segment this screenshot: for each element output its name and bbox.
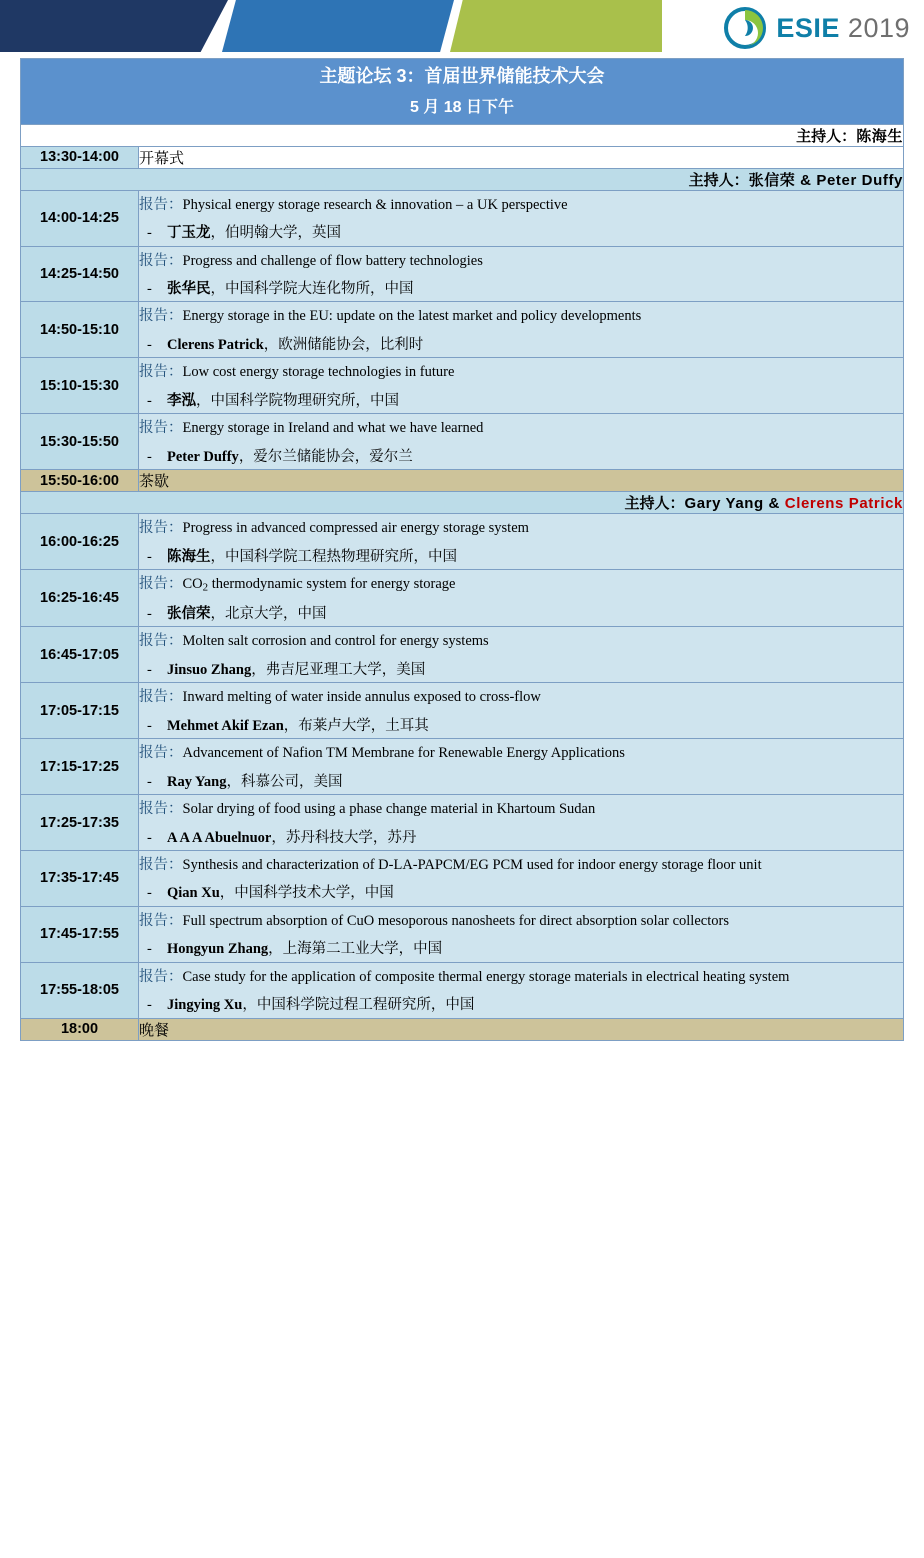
speaker-line — [139, 712, 903, 738]
speaker-affiliation: ，爱尔兰储能协会，爱尔兰 — [238, 448, 413, 465]
page-title: 主题论坛 3：首届世界储能技术大会 — [319, 66, 605, 86]
agenda-table — [20, 58, 904, 1041]
speaker-line — [139, 600, 903, 626]
talk-title: Case study for the application of composite thermal energy storage materials in electrical heating system — [182, 968, 790, 985]
speaker-affiliation: ，布莱卢大学，土耳其 — [283, 717, 429, 734]
forum-title-cell — [21, 59, 904, 125]
talk-title-post: thermodynamic system for energy storage — [208, 576, 456, 593]
chair-label: 主持人： — [624, 495, 685, 513]
report-label: 报告： — [139, 420, 183, 437]
speaker-affiliation: ，上海第二工业大学，中国 — [268, 941, 443, 958]
time-cell: 14:00-14:25 — [21, 190, 139, 246]
time-cell: 17:45-17:55 — [21, 906, 139, 962]
speaker-line — [139, 219, 903, 245]
talk-cell — [139, 358, 904, 414]
session-cell: 开幕式 — [139, 146, 904, 168]
table-row-break — [21, 1018, 904, 1040]
speaker-name: 丁玉龙 — [167, 225, 211, 242]
esie-logo-text — [776, 13, 910, 44]
talk-title: Molten salt corrosion and control for energy systems — [182, 633, 489, 650]
speaker-name: 张信荣 — [167, 605, 211, 622]
speaker-affiliation: ，北京大学，中国 — [210, 605, 327, 622]
speaker-name: Clerens Patrick — [167, 336, 264, 353]
speaker-name: 陈海生 — [167, 548, 211, 565]
table-row — [21, 962, 904, 1018]
chair-label: 主持人： — [688, 171, 749, 189]
time-cell: 14:25-14:50 — [21, 246, 139, 302]
talk-title-line — [139, 851, 903, 879]
report-label: 报告： — [139, 364, 183, 381]
talk-cell — [139, 627, 904, 683]
report-label: 报告： — [139, 801, 183, 818]
talk-title: Synthesis and characterization of D-LA-PAPCM/EG PCM used for indoor energy storage floor unit — [182, 856, 762, 873]
report-label: 报告： — [139, 196, 183, 213]
talk-title: Progress in advanced compressed air energy storage system — [182, 520, 529, 537]
talk-title-line — [139, 514, 903, 542]
speaker-affiliation: ，欧洲储能协会，比利时 — [263, 336, 424, 353]
speaker-affiliation: ，中国科学院过程工程研究所，中国 — [242, 997, 475, 1014]
talk-title-subscript: 2 — [202, 581, 209, 594]
table-row — [21, 739, 904, 795]
talk-cell — [139, 414, 904, 470]
chair-names-3: Gary Yang & — [684, 495, 785, 513]
speaker-line — [139, 656, 903, 682]
talk-cell — [139, 246, 904, 302]
speaker-line — [139, 879, 903, 905]
talk-title-line — [139, 907, 903, 935]
talk-title: Low cost energy storage technologies in future — [182, 364, 455, 381]
speaker-name: 李泓 — [167, 392, 196, 409]
chair-names-2: 张信荣 & Peter Duffy — [748, 171, 903, 189]
talk-title-line — [139, 247, 903, 275]
table-row-chair-2 — [21, 168, 904, 190]
speaker-affiliation: ，弗吉尼亚理工大学，美国 — [251, 661, 426, 678]
time-cell: 15:30-15:50 — [21, 414, 139, 470]
time-cell: 14:50-15:10 — [21, 302, 139, 358]
esie-logo-mark — [723, 6, 767, 50]
talk-title-line — [139, 191, 903, 219]
table-row — [21, 514, 904, 570]
speaker-affiliation: ，中国科学院物理研究所，中国 — [196, 392, 399, 409]
talk-title: Energy storage in Ireland and what we have learned — [182, 420, 484, 437]
table-row — [21, 570, 904, 627]
speaker-line — [139, 543, 903, 569]
table-row — [21, 414, 904, 470]
time-cell: 15:50-16:00 — [21, 470, 139, 492]
table-row — [21, 850, 904, 906]
talk-cell — [139, 514, 904, 570]
agenda-sheet — [20, 58, 904, 1041]
table-row — [21, 302, 904, 358]
table-row-break — [21, 470, 904, 492]
talk-cell — [139, 683, 904, 739]
talk-cell — [139, 906, 904, 962]
talk-title: Energy storage in the EU: update on the latest market and policy developments — [182, 308, 642, 325]
talk-title: Solar drying of food using a phase change material in Khartoum Sudan — [182, 801, 596, 818]
speaker-line — [139, 935, 903, 961]
report-label: 报告： — [139, 308, 183, 325]
talk-title-line — [139, 570, 903, 600]
table-row-chair-3 — [21, 492, 904, 514]
chair-label: 主持人： — [796, 127, 857, 145]
talk-title-pre: CO — [182, 576, 203, 593]
table-row — [21, 190, 904, 246]
chair-names-3-highlight: Clerens Patrick — [784, 495, 903, 513]
speaker-name: Peter Duffy — [167, 448, 239, 465]
report-label: 报告： — [139, 520, 183, 537]
talk-cell — [139, 795, 904, 851]
speaker-line — [139, 991, 903, 1017]
talk-title: Full spectrum absorption of CuO mesoporous nanosheets for direct absorption solar collectors — [182, 912, 729, 929]
table-row — [21, 906, 904, 962]
speaker-affiliation: ，中国科学院工程热物理研究所，中国 — [210, 548, 457, 565]
talk-cell — [139, 190, 904, 246]
time-cell: 17:35-17:45 — [21, 850, 139, 906]
time-cell: 16:45-17:05 — [21, 627, 139, 683]
speaker-affiliation: ，科慕公司，美国 — [226, 773, 343, 790]
speaker-name: Qian Xu — [167, 885, 220, 902]
chair-row-1 — [21, 124, 904, 146]
page-header — [0, 0, 924, 58]
talk-cell — [139, 850, 904, 906]
talk-cell — [139, 302, 904, 358]
time-cell: 18:00 — [21, 1018, 139, 1040]
esie-logo — [723, 6, 910, 50]
report-label: 报告： — [139, 252, 183, 269]
table-row-title — [21, 59, 904, 125]
time-cell: 16:25-16:45 — [21, 570, 139, 627]
table-row — [21, 627, 904, 683]
talk-title-line — [139, 414, 903, 442]
speaker-name: Hongyun Zhang — [167, 941, 269, 958]
chair-row-2 — [21, 168, 904, 190]
report-label: 报告： — [139, 576, 183, 593]
speaker-name: Jingying Xu — [167, 997, 243, 1014]
talk-title: Physical energy storage research & innovation – a UK perspective — [182, 196, 568, 213]
speaker-name: Ray Yang — [167, 773, 227, 790]
table-row — [21, 358, 904, 414]
speaker-line — [139, 824, 903, 850]
talk-cell — [139, 570, 904, 627]
table-row — [21, 246, 904, 302]
report-label: 报告： — [139, 968, 183, 985]
break-cell: 茶歇 — [139, 470, 904, 492]
talk-cell — [139, 962, 904, 1018]
speaker-name: Jinsuo Zhang — [167, 661, 252, 678]
report-label: 报告： — [139, 912, 183, 929]
talk-title-line — [139, 739, 903, 767]
time-cell: 13:30-14:00 — [21, 146, 139, 168]
table-row — [21, 146, 904, 168]
report-label: 报告： — [139, 633, 183, 650]
speaker-affiliation: ，中国科学院大连化物所，中国 — [210, 280, 414, 297]
talk-title-line — [139, 302, 903, 330]
report-label: 报告： — [139, 745, 183, 762]
time-cell: 15:10-15:30 — [21, 358, 139, 414]
table-row — [21, 795, 904, 851]
time-cell: 17:25-17:35 — [21, 795, 139, 851]
speaker-line — [139, 443, 903, 469]
speaker-affiliation: ，伯明翰大学，英国 — [210, 225, 341, 242]
speaker-affiliation: ，中国科学技术大学，中国 — [219, 885, 394, 902]
report-label: 报告： — [139, 689, 183, 706]
speaker-name: 张华民 — [167, 280, 211, 297]
break-cell: 晚餐 — [139, 1018, 904, 1040]
chair-names-1: 陈海生 — [856, 127, 903, 145]
header-band-green — [450, 0, 662, 52]
header-band-dark — [0, 0, 228, 52]
talk-title-line — [139, 627, 903, 655]
talk-title-line — [139, 795, 903, 823]
speaker-name: Mehmet Akif Ezan — [167, 717, 284, 734]
talk-cell — [139, 739, 904, 795]
speaker-affiliation: ，苏丹科技大学，苏丹 — [271, 829, 417, 846]
page-subtitle: 5 月 18 日下午 — [409, 99, 515, 117]
speaker-line — [139, 331, 903, 357]
logo-year: 2019 — [847, 12, 910, 43]
header-band-blue — [222, 0, 454, 52]
time-cell: 17:05-17:15 — [21, 683, 139, 739]
table-row-chair-1 — [21, 124, 904, 146]
speaker-line — [139, 387, 903, 413]
talk-title: Advancement of Nafion TM Membrane for Renewable Energy Applications — [182, 745, 625, 762]
time-cell: 17:55-18:05 — [21, 962, 139, 1018]
chair-row-3 — [21, 492, 904, 514]
speaker-line — [139, 275, 903, 301]
speaker-line — [139, 768, 903, 794]
time-cell: 17:15-17:25 — [21, 739, 139, 795]
talk-title: Progress and challenge of flow battery technologies — [182, 252, 483, 269]
time-cell: 16:00-16:25 — [21, 514, 139, 570]
speaker-name: A A A Abuelnuor — [167, 829, 272, 846]
talk-title-line — [139, 963, 903, 991]
table-row — [21, 683, 904, 739]
talk-title-line — [139, 683, 903, 711]
talk-title-line — [139, 358, 903, 386]
logo-name: ESIE — [776, 12, 840, 43]
report-label: 报告： — [139, 856, 183, 873]
talk-title: Inward melting of water inside annulus exposed to cross-flow — [182, 689, 541, 706]
